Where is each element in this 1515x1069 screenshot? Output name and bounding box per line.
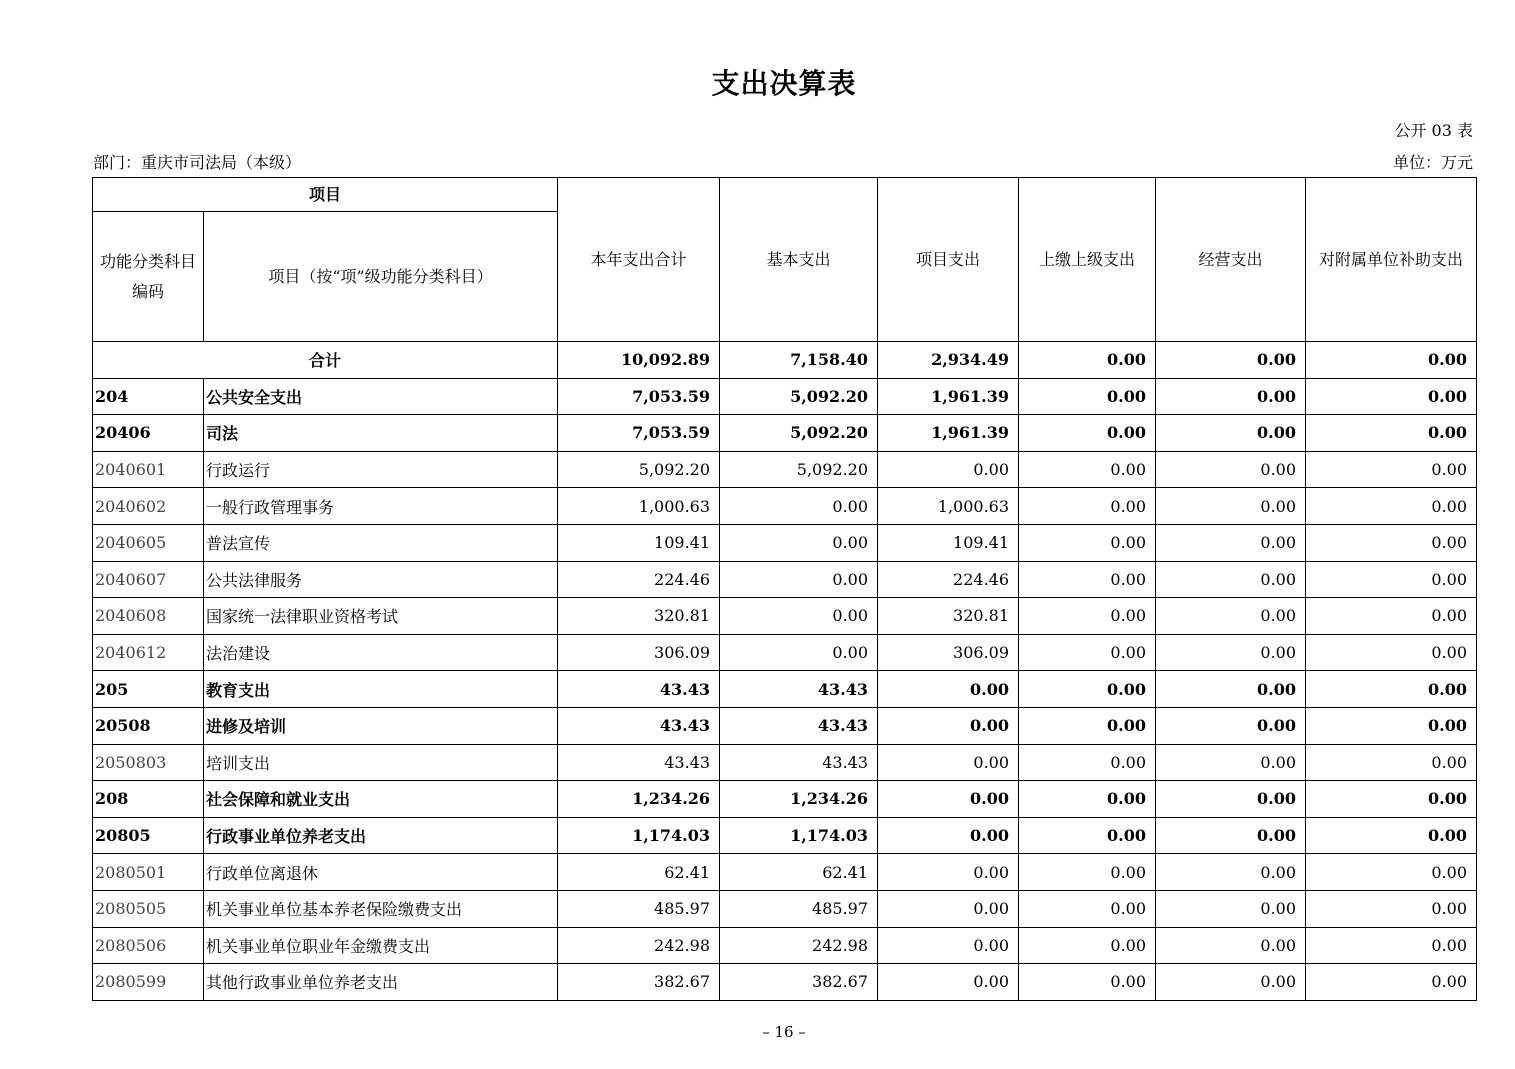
row-name: 公共安全支出 xyxy=(204,378,558,415)
row-value: 5,092.20 xyxy=(558,451,720,488)
row-name: 行政运行 xyxy=(204,451,558,488)
row-value: 0.00 xyxy=(1156,598,1306,635)
row-value: 7,053.59 xyxy=(558,378,720,415)
header-business: 经营支出 xyxy=(1156,178,1306,342)
header-name: 项目（按“项”级功能分类科目） xyxy=(204,212,558,342)
row-value: 1,000.63 xyxy=(878,488,1019,525)
row-code: 2040605 xyxy=(93,524,204,561)
row-value: 62.41 xyxy=(558,854,720,891)
header-item: 项目 xyxy=(93,178,558,212)
row-value: 0.00 xyxy=(1306,964,1477,1001)
row-value: 0.00 xyxy=(1156,817,1306,854)
row-code: 208 xyxy=(93,781,204,818)
row-value: 1,174.03 xyxy=(720,817,878,854)
row-value: 0.00 xyxy=(1306,817,1477,854)
row-name: 教育支出 xyxy=(204,671,558,708)
row-value: 1,961.39 xyxy=(878,378,1019,415)
header-code-text: 功能分类科目编码 xyxy=(99,251,196,301)
row-value: 0.00 xyxy=(878,671,1019,708)
row-value: 485.97 xyxy=(558,890,720,927)
row-value: 0.00 xyxy=(1156,964,1306,1001)
table-row xyxy=(93,598,1477,635)
row-value: 62.41 xyxy=(720,854,878,891)
table-row xyxy=(93,964,1477,1001)
table-row xyxy=(93,744,1477,781)
table-row xyxy=(93,451,1477,488)
row-value: 0.00 xyxy=(878,927,1019,964)
row-value: 109.41 xyxy=(878,524,1019,561)
row-value: 0.00 xyxy=(1156,927,1306,964)
header-code xyxy=(93,212,204,342)
row-code: 204 xyxy=(93,378,204,415)
row-value: 0.00 xyxy=(1156,890,1306,927)
row-value: 0.00 xyxy=(1306,781,1477,818)
table-row xyxy=(93,890,1477,927)
row-code: 2080599 xyxy=(93,964,204,1001)
total-value: 7,158.40 xyxy=(720,342,878,379)
table-row xyxy=(93,781,1477,818)
row-value: 320.81 xyxy=(558,598,720,635)
row-value: 0.00 xyxy=(720,598,878,635)
row-value: 0.00 xyxy=(1156,561,1306,598)
row-value: 0.00 xyxy=(1019,451,1156,488)
row-value: 5,092.20 xyxy=(720,378,878,415)
row-value: 0.00 xyxy=(1019,378,1156,415)
row-name: 普法宣传 xyxy=(204,524,558,561)
row-value: 0.00 xyxy=(1156,634,1306,671)
row-value: 0.00 xyxy=(1156,524,1306,561)
row-value: 0.00 xyxy=(1019,707,1156,744)
row-value: 43.43 xyxy=(558,707,720,744)
row-value: 0.00 xyxy=(720,524,878,561)
row-name: 进修及培训 xyxy=(204,707,558,744)
row-value: 0.00 xyxy=(1156,488,1306,525)
row-value: 0.00 xyxy=(1306,744,1477,781)
row-value: 0.00 xyxy=(1306,598,1477,635)
row-code: 2050803 xyxy=(93,744,204,781)
row-value: 0.00 xyxy=(878,890,1019,927)
row-value: 0.00 xyxy=(1019,854,1156,891)
row-value: 1,174.03 xyxy=(558,817,720,854)
row-code: 2080506 xyxy=(93,927,204,964)
row-value: 0.00 xyxy=(1156,781,1306,818)
table-row xyxy=(93,707,1477,744)
table-row xyxy=(93,524,1477,561)
table-row xyxy=(93,854,1477,891)
total-value: 0.00 xyxy=(1156,342,1306,379)
row-value: 0.00 xyxy=(1306,451,1477,488)
row-value: 0.00 xyxy=(1156,671,1306,708)
header-subsidy: 对附属单位补助支出 xyxy=(1306,178,1477,342)
row-value: 7,053.59 xyxy=(558,415,720,452)
form-number: 公开 03 表 xyxy=(1394,121,1473,140)
total-value: 0.00 xyxy=(1019,342,1156,379)
row-value: 0.00 xyxy=(1019,744,1156,781)
row-value: 382.67 xyxy=(558,964,720,1001)
row-name: 行政单位离退休 xyxy=(204,854,558,891)
row-value: 43.43 xyxy=(720,707,878,744)
row-value: 1,961.39 xyxy=(878,415,1019,452)
row-value: 0.00 xyxy=(878,707,1019,744)
row-value: 0.00 xyxy=(720,561,878,598)
table-row xyxy=(93,817,1477,854)
row-value: 0.00 xyxy=(1306,524,1477,561)
row-code: 20805 xyxy=(93,817,204,854)
row-value: 0.00 xyxy=(1306,561,1477,598)
total-value: 10,092.89 xyxy=(558,342,720,379)
row-value: 109.41 xyxy=(558,524,720,561)
row-value: 43.43 xyxy=(558,744,720,781)
table-row xyxy=(93,561,1477,598)
row-value: 1,234.26 xyxy=(558,781,720,818)
row-value: 0.00 xyxy=(1306,890,1477,927)
row-value: 0.00 xyxy=(1306,378,1477,415)
header-basic: 基本支出 xyxy=(720,178,878,342)
row-value: 0.00 xyxy=(878,817,1019,854)
row-code: 2040601 xyxy=(93,451,204,488)
header-project: 项目支出 xyxy=(878,178,1019,342)
row-value: 0.00 xyxy=(1019,890,1156,927)
row-value: 0.00 xyxy=(1306,707,1477,744)
row-value: 0.00 xyxy=(878,451,1019,488)
row-value: 0.00 xyxy=(1156,854,1306,891)
row-name: 一般行政管理事务 xyxy=(204,488,558,525)
table-row xyxy=(93,927,1477,964)
row-value: 0.00 xyxy=(1019,634,1156,671)
row-value: 0.00 xyxy=(1019,964,1156,1001)
total-label: 合计 xyxy=(93,342,558,379)
table-row xyxy=(93,488,1477,525)
row-value: 5,092.20 xyxy=(720,451,878,488)
header-total: 本年支出合计 xyxy=(558,178,720,342)
row-name: 法治建设 xyxy=(204,634,558,671)
row-code: 2040602 xyxy=(93,488,204,525)
row-value: 382.67 xyxy=(720,964,878,1001)
row-value: 485.97 xyxy=(720,890,878,927)
row-code: 20508 xyxy=(93,707,204,744)
department-label: 部门：重庆市司法局（本级） xyxy=(93,153,302,172)
row-code: 205 xyxy=(93,671,204,708)
row-code: 2080501 xyxy=(93,854,204,891)
row-value: 242.98 xyxy=(558,927,720,964)
total-value: 2,934.49 xyxy=(878,342,1019,379)
row-value: 0.00 xyxy=(1019,927,1156,964)
row-value: 43.43 xyxy=(558,671,720,708)
row-value: 0.00 xyxy=(1019,671,1156,708)
row-value: 0.00 xyxy=(1019,524,1156,561)
row-value: 0.00 xyxy=(1306,927,1477,964)
row-name: 社会保障和就业支出 xyxy=(204,781,558,818)
row-value: 224.46 xyxy=(878,561,1019,598)
row-value: 0.00 xyxy=(1306,415,1477,452)
row-value: 0.00 xyxy=(1156,378,1306,415)
row-value: 0.00 xyxy=(1019,781,1156,818)
row-value: 0.00 xyxy=(1306,488,1477,525)
row-value: 1,234.26 xyxy=(720,781,878,818)
row-value: 0.00 xyxy=(720,634,878,671)
row-value: 0.00 xyxy=(878,744,1019,781)
unit-label: 单位：万元 xyxy=(1392,153,1473,172)
table-row xyxy=(93,415,1477,452)
row-value: 0.00 xyxy=(878,964,1019,1001)
row-value: 0.00 xyxy=(1019,488,1156,525)
row-value: 1,000.63 xyxy=(558,488,720,525)
page-title: 支出决算表 xyxy=(711,67,857,100)
row-value: 0.00 xyxy=(1156,451,1306,488)
row-value: 43.43 xyxy=(720,744,878,781)
expenditure-table xyxy=(92,177,1477,1001)
row-value: 43.43 xyxy=(720,671,878,708)
row-code: 2040612 xyxy=(93,634,204,671)
row-value: 0.00 xyxy=(1019,817,1156,854)
row-name: 机关事业单位职业年金缴费支出 xyxy=(204,927,558,964)
row-value: 0.00 xyxy=(1156,415,1306,452)
table-row xyxy=(93,634,1477,671)
row-value: 0.00 xyxy=(878,854,1019,891)
row-name: 机关事业单位基本养老保险缴费支出 xyxy=(204,890,558,927)
row-code: 2040608 xyxy=(93,598,204,635)
row-name: 培训支出 xyxy=(204,744,558,781)
row-value: 0.00 xyxy=(1306,854,1477,891)
row-value: 306.09 xyxy=(558,634,720,671)
row-value: 0.00 xyxy=(720,488,878,525)
row-value: 0.00 xyxy=(1019,415,1156,452)
row-name: 司法 xyxy=(204,415,558,452)
row-name: 其他行政事业单位养老支出 xyxy=(204,964,558,1001)
row-value: 0.00 xyxy=(1019,561,1156,598)
table-row xyxy=(93,378,1477,415)
total-row xyxy=(93,342,1477,379)
row-value: 320.81 xyxy=(878,598,1019,635)
row-value: 0.00 xyxy=(1019,598,1156,635)
page-number: – 16 – xyxy=(762,1023,806,1041)
row-value: 0.00 xyxy=(1306,634,1477,671)
header-upper: 上缴上级支出 xyxy=(1019,178,1156,342)
row-code: 20406 xyxy=(93,415,204,452)
row-code: 2080505 xyxy=(93,890,204,927)
row-name: 国家统一法律职业资格考试 xyxy=(204,598,558,635)
row-value: 5,092.20 xyxy=(720,415,878,452)
row-value: 0.00 xyxy=(878,781,1019,818)
table-row xyxy=(93,671,1477,708)
row-value: 224.46 xyxy=(558,561,720,598)
row-name: 公共法律服务 xyxy=(204,561,558,598)
row-value: 0.00 xyxy=(1156,744,1306,781)
row-name: 行政事业单位养老支出 xyxy=(204,817,558,854)
row-value: 0.00 xyxy=(1156,707,1306,744)
row-value: 306.09 xyxy=(878,634,1019,671)
row-value: 242.98 xyxy=(720,927,878,964)
row-code: 2040607 xyxy=(93,561,204,598)
total-value: 0.00 xyxy=(1306,342,1477,379)
row-value: 0.00 xyxy=(1306,671,1477,708)
